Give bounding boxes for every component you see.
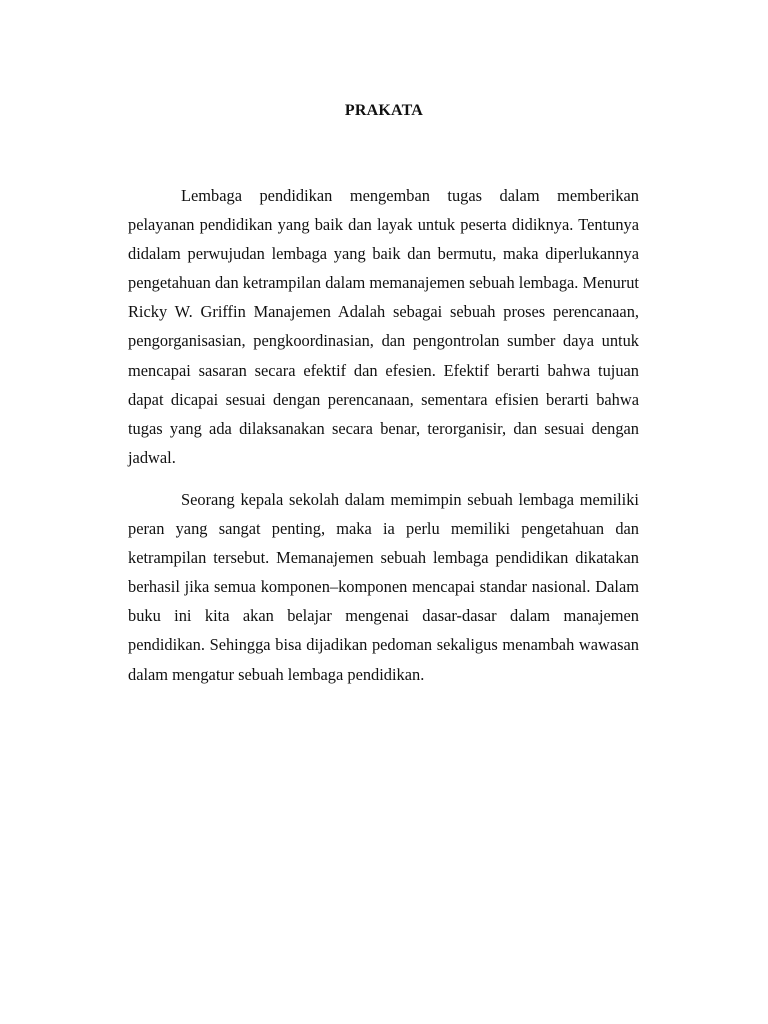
page-title: PRAKATA <box>344 102 424 119</box>
paragraph-2-text: Seorang kepala sekolah dalam memimpin sebuah lembaga memiliki peran yang sangat penting, maka ia perlu memiliki pengetahuan dan ketrampilan tersebut. Memanajemen sebuah lembaga pendidikan dikatakan berhasil jika semua komponen–komponen mencapai standar nasional. Dalam buku ini kita akan belajar mengenai dasar-dasar dalam manajemen pendidikan. Sehingga bisa dijadikan pedoman sekaligus menambah wawasan dalam mengatur sebuah lembaga pendidikan. <box>128 489 639 684</box>
paragraph-2 <box>128 485 639 689</box>
paragraph-1-text: Lembaga pendidikan mengemban tugas dalam memberikan pelayanan pendidikan yang baik dan layak untuk peserta didiknya. Tentunya didalam perwujudan lembaga yang baik dan bermutu, maka diperlukannya pengetahuan dan ketrampilan dalam memanajemen sebuah lembaga. Menurut Ricky W. Griffin Manajemen Adalah sebagai sebuah proses perencanaan, pengorganisasian, pengkoordinasian, dan pengontrolan sumber daya untuk mencapai sasaran secara efektif dan efesien. Efektif berarti bahwa tujuan dapat dicapai sesuai dengan perencanaan, sementara efisien berarti bahwa tugas yang ada dilaksanakan secara benar, terorganisir, dan sesuai dengan jadwal. <box>128 186 639 467</box>
document-body <box>128 181 639 689</box>
paragraph-1 <box>128 181 639 472</box>
